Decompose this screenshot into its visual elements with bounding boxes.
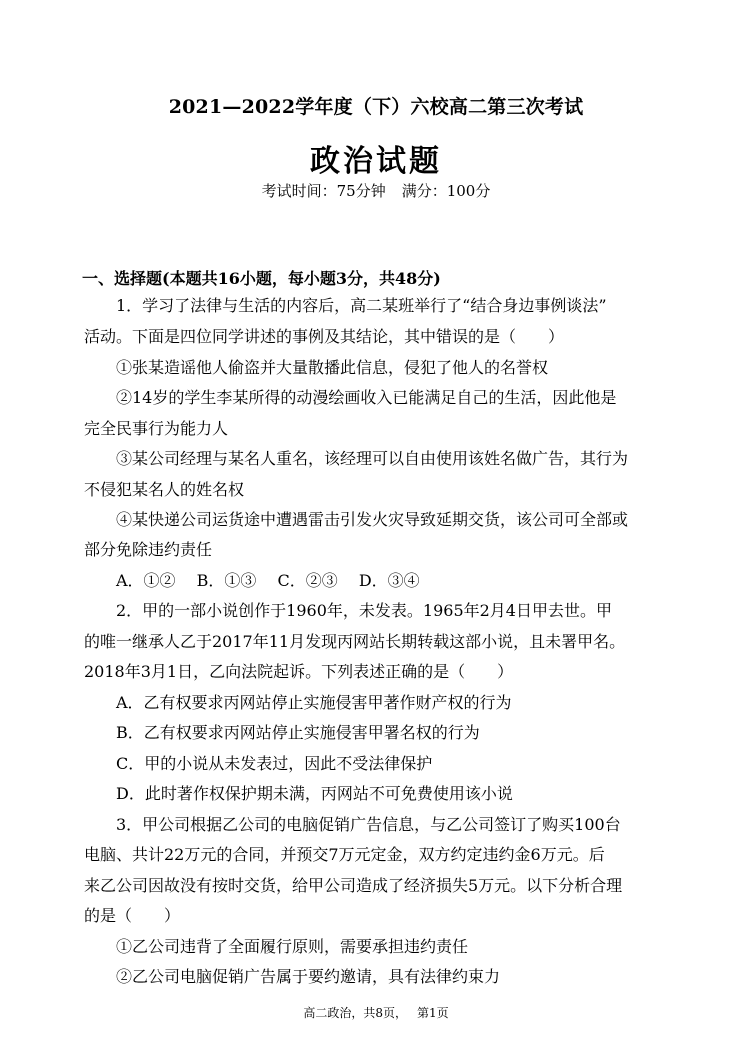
exam-info [0,180,752,201]
question-1-statement-2-line-1: ②14岁的学生李某所得的动漫绘画收入已能满足自己的生活，因此他是 [116,388,617,407]
question-2-stem-line-1: 2．甲的一部小说创作于1960年，未发表。1965年2月4日甲去世。甲 [116,601,612,620]
section-heading: 一、选择题(本题共16小题，每小题3分，共48分) [82,269,441,288]
question-2-option-b: B．乙有权要求丙网站停止实施侵害甲署名权的行为 [116,723,480,742]
question-1-statement-3-line-2: 不侵犯某名人的姓名权 [84,480,245,499]
question-1-statement-4-line-2: 部分免除违约责任 [84,540,213,559]
question-3-stem-line-3: 来乙公司因故没有按时交货，给甲公司造成了经济损失5万元。以下分析合理 [84,876,623,895]
question-1-options: A．①② B．①③ C．②③ D．③④ [116,571,420,590]
question-1-statement-4-line-1: ④某快递公司运货途中遭遇雷击引发火灾导致延期交货，该公司可全部或 [116,510,629,529]
question-2-option-a: A．乙有权要求丙网站停止实施侵害甲著作财产权的行为 [116,693,512,712]
question-3-stem-line-2: 电脑、共计22万元的合同，并预交7万元定金，双方约定违约金6万元。后 [84,845,605,864]
question-1-statement-2-line-2: 完全民事行为能力人 [84,419,229,438]
question-2-stem-line-2: 的唯一继承人乙于2017年11月发现丙网站长期转载这部小说，且未署甲名。 [84,632,626,651]
exam-full-score: 满分：100分 [401,182,491,200]
question-3-statement-2: ②乙公司电脑促销广告属于要约邀请，具有法律约束力 [116,967,501,986]
question-1-statement-3-line-1: ③某公司经理与某名人重名，该经理可以自由使用该姓名做广告，其行为 [116,449,629,468]
footer-page-number: 第1页 [417,1006,449,1020]
question-1-stem-line-2: 活动。下面是四位同学讲述的事例及其结论，其中错误的是（ ） [84,327,565,346]
question-3-statement-1: ①乙公司违背了全面履行原则，需要承担违约责任 [116,937,469,956]
question-1-statement-1: ①张某造谣他人偷盗并大量散播此信息，侵犯了他人的名誉权 [116,358,549,377]
exam-time: 考试时间：75分钟 [261,182,386,200]
question-2-option-d: D．此时著作权保护期未满，丙网站不可免费使用该小说 [116,784,513,803]
page-footer [0,1004,752,1021]
question-3-stem-line-4: 的是（ ） [84,906,181,925]
exam-title: 2021—2022学年度（下）六校高二第三次考试 [168,96,584,118]
question-3-stem-line-1: 3．甲公司根据乙公司的电脑促销广告信息，与乙公司签订了购买100台 [116,815,621,834]
question-2-option-c: C．甲的小说从未发表过，因此不受法律保护 [116,754,433,773]
footer-subject-pages: 高二政治，共8页， [303,1006,407,1020]
subject-title: 政治试题 [310,144,442,179]
question-1-stem-line-1: 1．学习了法律与生活的内容后，高二某班举行了“结合身边事例谈法” [116,296,607,315]
question-2-stem-line-3: 2018年3月1日，乙向法院起诉。下列表述正确的是（ ） [84,662,514,681]
